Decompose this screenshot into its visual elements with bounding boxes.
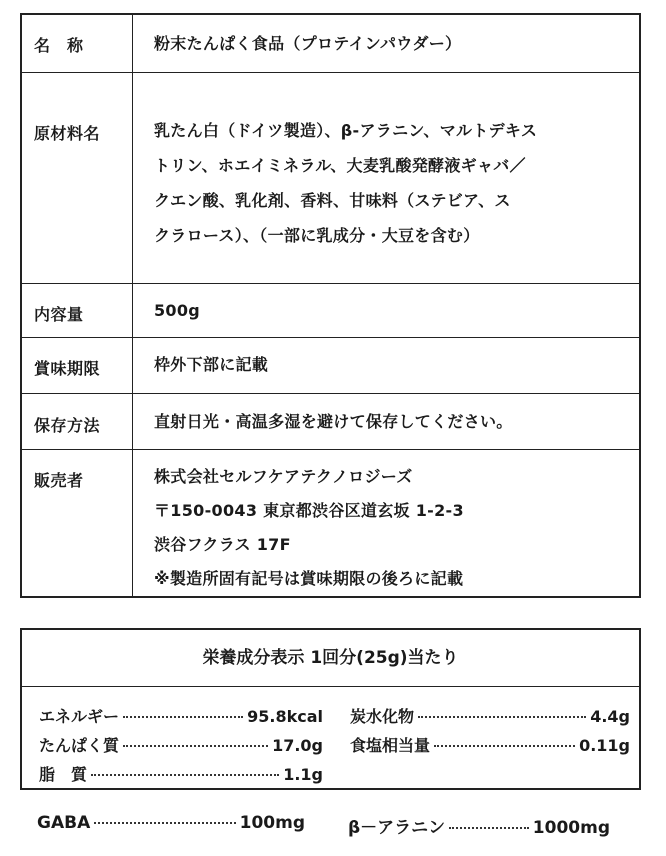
nutrition-item (350, 704, 630, 727)
extra-name: β－アラニン (348, 818, 446, 838)
row-key: 名 称 (34, 36, 84, 55)
value-line: 渋谷フクラス 17F (154, 535, 291, 554)
row-content-amount (22, 284, 639, 338)
nutrient-value: 0.11g (579, 736, 630, 755)
nutrient-value: 95.8kcal (247, 707, 323, 726)
nutrient-name: エネルギー (39, 707, 120, 726)
product-label-table (20, 13, 641, 598)
value-line: トリン、ホエイミネラル、大麦乳酸発酵液ギャバ／ (154, 156, 526, 175)
nutrition-item (350, 733, 630, 756)
value-line: 粉末たんぱく食品（プロテインパウダー） (154, 34, 462, 53)
nutrition-title: 栄養成分表示 1回分(25g)当たり (22, 630, 639, 687)
row-key: 原材料名 (34, 124, 101, 143)
nutrient-value: 4.4g (590, 707, 630, 726)
row-product-name (22, 15, 639, 73)
extra-value: 100mg (239, 813, 305, 833)
row-key: 保存方法 (34, 416, 101, 435)
value-line: 枠外下部に記載 (154, 355, 269, 374)
leader-dots (449, 827, 529, 829)
nutrition-facts-box (20, 628, 641, 790)
row-value (154, 406, 625, 437)
extra-name: GABA (37, 813, 91, 833)
nutrition-item (39, 704, 323, 727)
nutrition-item (39, 733, 323, 756)
leader-dots (123, 745, 268, 747)
extra-ingredient (37, 813, 305, 833)
nutrient-value: 1.1g (283, 765, 323, 784)
value-line: ※製造所固有記号は賞味期限の後ろに記載 (154, 569, 464, 588)
row-key: 内容量 (34, 305, 84, 324)
value-line: クラロース）、（一部に乳成分・大豆を含む） (154, 226, 480, 245)
nutrient-name: たんぱく質 (39, 736, 120, 755)
row-key: 賞味期限 (34, 359, 101, 378)
leader-dots (91, 774, 279, 776)
row-value (154, 28, 625, 59)
row-seller (22, 450, 639, 598)
row-expiry (22, 338, 639, 394)
leader-dots (123, 716, 243, 718)
row-value (154, 460, 625, 596)
nutrient-name: 炭水化物 (350, 707, 415, 726)
row-key: 販売者 (34, 471, 84, 490)
nutrient-name: 食塩相当量 (350, 736, 431, 755)
leader-dots (434, 745, 575, 747)
row-ingredients (22, 73, 639, 284)
row-value (154, 295, 625, 326)
value-line: 株式会社セルフケアテクノロジーズ (154, 467, 413, 486)
value-line: クエン酸、乳化剤、香料、甘味料（ステビア、ス (154, 191, 511, 210)
row-storage (22, 394, 639, 450)
row-value (154, 349, 625, 380)
nutrition-item (39, 762, 323, 785)
extra-value: 1000mg (532, 818, 610, 838)
row-value (154, 113, 625, 253)
value-line: 乳たん白（ドイツ製造）、β-アラニン、マルトデキス (154, 121, 538, 140)
nutrient-value: 17.0g (272, 736, 323, 755)
value-line: 500g (154, 301, 201, 320)
leader-dots (418, 716, 586, 718)
nutrient-name: 脂 質 (39, 765, 88, 784)
value-line: 直射日光・高温多湿を避けて保存してください。 (154, 412, 513, 431)
extra-ingredient (348, 813, 610, 838)
value-line: 〒150-0043 東京都渋谷区道玄坂 1-2-3 (154, 501, 464, 520)
leader-dots (94, 822, 235, 824)
